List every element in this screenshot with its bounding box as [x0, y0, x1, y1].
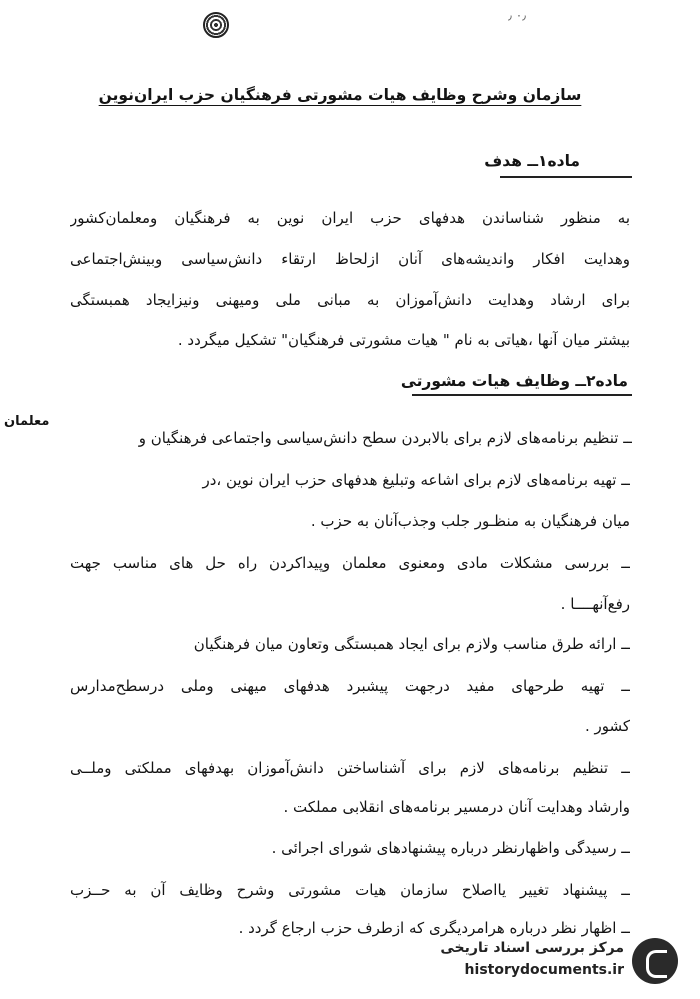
article2-item: رفع‌آنهــــا .	[560, 595, 630, 613]
article1-line: برای ارشاد وهدایت دانش‌آموزان به مبانی ملی ومیهنی ونیزایجاد همبستگی	[70, 291, 630, 309]
article2-item: ــ اظهار نظر درباره هرامردیگری که ازطرف حزب ارجاع گردد .	[238, 919, 630, 937]
watermark-website: historydocuments.ir	[464, 962, 624, 978]
article2-item: کشور .	[584, 717, 630, 735]
watermark-organization: مرکز بررسی اسناد تاریخی	[440, 940, 624, 956]
article2-item: ــ تنظیم برنامه‌های لازم برای بالابردن سطح دانش‌سیاسی واجتماعی فرهنگیان و	[138, 429, 632, 447]
article1-heading: ماده۱ــ هدف	[484, 152, 580, 170]
article1-line: بیشتر میان آنها ،هیاتی به نام " هیات مشورتی فرهنگیان" تشکیل میگردد .	[177, 331, 630, 349]
article1-line: به منظور شناساندن هدفهای حزب ایران نوین به فرهنگیان ومعلمان‌کشور	[70, 209, 630, 227]
article1-line: وهدایت افکار واندیشه‌های آنان ازلحاظ ارتقاء دانش‌سیاسی وبینش‌اجتماعی	[70, 250, 630, 268]
article2-item: ــ تهیه طرحهای مفید درجهت پیشبرد هدفهای میهنی وملی درسطح‌مدارس	[70, 677, 630, 695]
archive-logo-icon	[632, 938, 678, 984]
article2-item: ــ تنظیم برنامه‌های لازم برای آشناساختن دانش‌آموزان بهدفهای مملکتی وملــی	[70, 759, 630, 777]
article2-item: ــ پیشنهاد تغییر یااصلاح سازمان هیات مشورتی وشرح وظایف آن به حــزب	[70, 881, 630, 899]
article2-heading-underline	[412, 394, 632, 396]
article2-item: ــ رسیدگی واظهارنظر درباره پیشنهادهای شورای اجرائی .	[271, 839, 630, 857]
article1-heading-underline	[500, 176, 632, 178]
document-title: سازمان وشرح وظایف هیات مشورتی فرهنگیان حزب ایران‌نوین	[98, 86, 582, 104]
article2-item: ــ تهیه برنامه‌های لازم برای اشاعه وتبلیغ هدفهای حزب ایران نوین ،در	[202, 471, 630, 489]
article2-item: ــ ارائه طرق مناسب ولازم برای ایجاد همبستگی وتعاون میان فرهنگیان	[193, 635, 630, 653]
article2-heading: ماده۲ــ وظایف هیات مشورتی	[400, 372, 628, 390]
article2-item: میان فرهنگیان به منظـور جلب وجذب‌آنان به حزب .	[310, 512, 630, 530]
margin-note: معلمان	[4, 414, 50, 429]
article2-item: ــ بررسی مشکلات مادی ومعنوی معلمان وپیداکردن راه حل های مناسب جهت	[70, 554, 630, 572]
stamp-icon	[203, 12, 229, 38]
corner-mark: ٫ ۰٫	[508, 8, 527, 22]
article2-item: وارشاد وهدایت آنان درمسیر برنامه‌های انقلابی مملکت .	[283, 798, 630, 816]
